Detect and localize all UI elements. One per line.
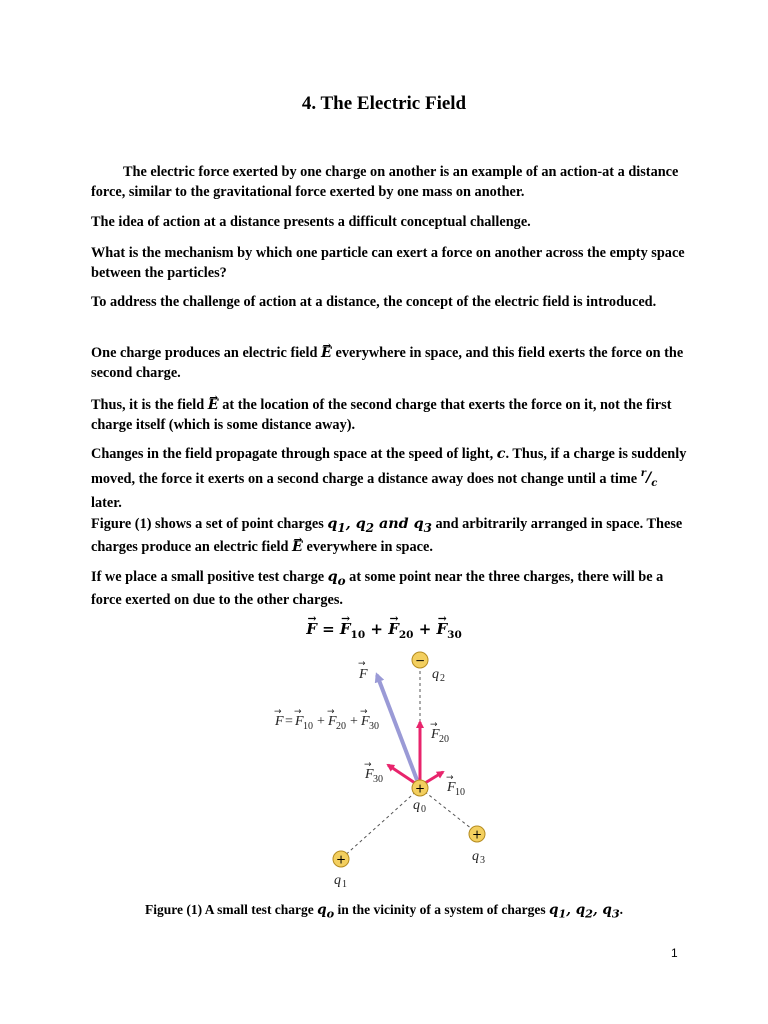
dashed-line-q1 bbox=[341, 788, 420, 859]
svg-text:+: + bbox=[350, 714, 358, 729]
electric-field-symbol: → E bbox=[208, 396, 219, 416]
svg-text:30: 30 bbox=[369, 721, 379, 732]
svg-text:1: 1 bbox=[342, 879, 347, 890]
force-f10-arrow bbox=[425, 772, 443, 783]
svg-text:10: 10 bbox=[303, 721, 313, 732]
paragraph-2: The idea of action at a distance presents a difficult conceptual challenge. bbox=[91, 214, 531, 230]
svg-text:0: 0 bbox=[421, 804, 426, 815]
svg-text:→: → bbox=[364, 760, 372, 770]
svg-text:→: → bbox=[430, 720, 438, 730]
charges-list: $q_1$, $q_2$ and $q_3$ bbox=[327, 516, 432, 535]
svg-text:+: + bbox=[471, 827, 483, 842]
electric-field-symbol: → E bbox=[321, 344, 332, 364]
svg-text:3: 3 bbox=[480, 855, 485, 866]
charge-q1 bbox=[333, 851, 349, 867]
electric-field-symbol: → E bbox=[292, 538, 303, 558]
paragraph-4: To address the challenge of action at a distance, the concept of the electric field is introduced. bbox=[91, 294, 657, 310]
paragraph-6: Thus, it is the field → E at the location of the second charge that exerts the force on it, not the first charge itself (which is some distance away). bbox=[91, 396, 691, 435]
svg-text:+: + bbox=[414, 781, 426, 796]
charge-q2 bbox=[412, 652, 428, 668]
svg-text:q: q bbox=[472, 849, 479, 864]
test-charge-symbol: $q_o$ bbox=[327, 569, 346, 588]
paragraph-9: If we place a small positive test charge $q_o$ at some point near the three charges, there will be a force exerted on due to the other charges. bbox=[91, 569, 664, 609]
svg-text:F: F bbox=[359, 667, 368, 682]
svg-text:→: → bbox=[446, 773, 454, 783]
label-sum-equation bbox=[274, 707, 379, 732]
label-q0 bbox=[413, 798, 426, 815]
svg-text:+: + bbox=[335, 852, 347, 867]
svg-text:20: 20 bbox=[336, 721, 346, 732]
paragraph-5: One charge produces an electric field → E everywhere in space, and this field exerts the force on the second charge. bbox=[91, 344, 691, 383]
charge-q0 bbox=[412, 780, 428, 796]
label-f-resultant bbox=[358, 659, 368, 682]
paragraph-8: Figure (1) shows a set of point charges $q_1$, $q_2$ and $q_3$ and arbitrarily arranged in space. These charges produce an electric field → E everywhere in space. bbox=[91, 515, 691, 558]
charges-list: $q_1$, $q_2$, $q_3$ bbox=[549, 902, 620, 921]
label-q2 bbox=[432, 667, 445, 684]
svg-text:F: F bbox=[447, 780, 456, 795]
time-fraction: $^r/_c$ bbox=[640, 468, 658, 490]
label-q1 bbox=[334, 873, 347, 890]
figure-caption: Figure (1) A small test charge $q_o$ in the vicinity of a system of charges $q_1$, $q_2$, $q_3$. bbox=[144, 902, 624, 921]
speed-of-light-symbol: c bbox=[496, 446, 506, 462]
paragraph-7: Changes in the field propagate through space at the speed of light, c. Thus, if a charge is suddenly moved, the force it exerts on a second charge a distance away does not change until a time $^r/_c$ later. bbox=[91, 446, 687, 511]
svg-text:→: → bbox=[274, 707, 282, 717]
svg-text:→: → bbox=[360, 707, 368, 717]
svg-text:−: − bbox=[414, 653, 426, 668]
svg-text:F: F bbox=[275, 714, 284, 729]
page-number: 1 bbox=[671, 946, 678, 960]
svg-text:→: → bbox=[358, 659, 366, 669]
svg-text:+: + bbox=[317, 714, 325, 729]
svg-text:F: F bbox=[328, 714, 337, 729]
label-f20 bbox=[430, 720, 449, 745]
svg-text:20: 20 bbox=[439, 734, 449, 745]
svg-text:→: → bbox=[294, 707, 302, 717]
net-force-equation: → F = → $F_{10}$ + → $F_{20}$ + → $F_{30}$ bbox=[0, 620, 768, 641]
svg-text:q: q bbox=[432, 667, 439, 682]
paragraph-3: What is the mechanism by which one particle can exert a force on another across the empty space between the particles? bbox=[91, 245, 685, 281]
svg-text:=: = bbox=[285, 714, 293, 729]
resultant-force-arrow bbox=[377, 675, 417, 780]
force-diagram bbox=[255, 640, 515, 900]
label-f10 bbox=[446, 773, 465, 798]
svg-text:F: F bbox=[361, 714, 370, 729]
svg-text:q: q bbox=[413, 798, 420, 813]
svg-text:F: F bbox=[295, 714, 304, 729]
svg-text:30: 30 bbox=[373, 774, 383, 785]
svg-text:F: F bbox=[431, 727, 440, 742]
svg-text:→: → bbox=[327, 707, 335, 717]
page-title: 4. The Electric Field bbox=[301, 93, 467, 114]
test-charge-symbol: $q_o$ bbox=[317, 902, 335, 921]
label-f30 bbox=[364, 760, 383, 785]
svg-text:10: 10 bbox=[455, 787, 465, 798]
label-q3 bbox=[472, 849, 485, 866]
svg-text:q: q bbox=[334, 873, 341, 888]
charge-q3 bbox=[469, 826, 485, 842]
paragraph-1: The electric force exerted by one charge on another is an example of an action-at a distance force, similar to the gravitational force exerted by one mass on another. bbox=[91, 164, 679, 200]
svg-text:2: 2 bbox=[440, 673, 445, 684]
svg-text:F: F bbox=[365, 767, 374, 782]
